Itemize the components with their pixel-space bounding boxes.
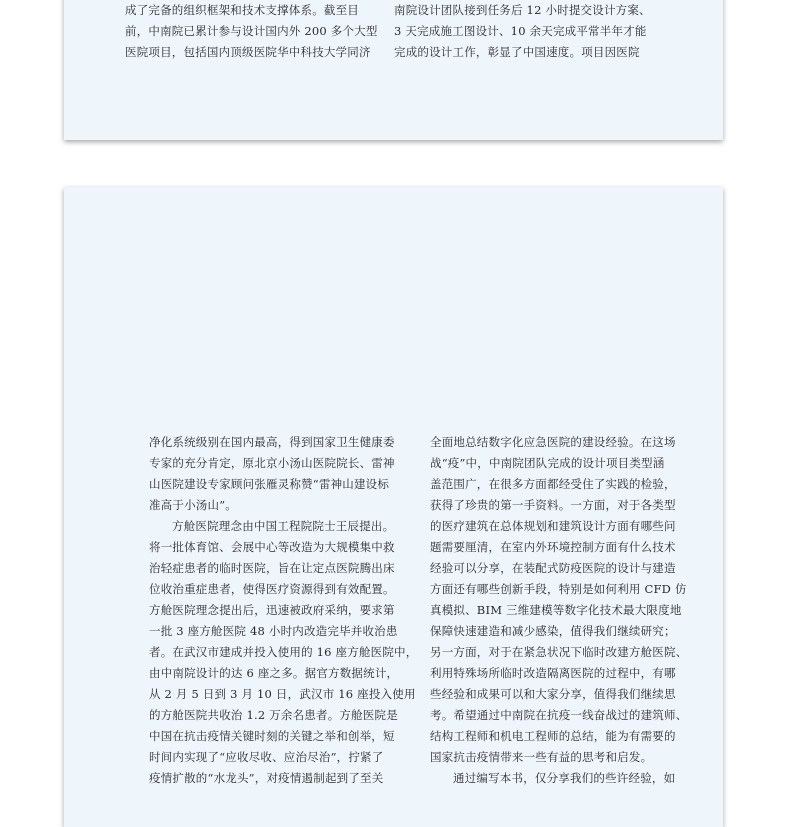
text-line: 经验可以分享，在装配式防疫医院的设计与建造: [430, 561, 676, 575]
text-line: 山医院建设专家顾问张雁灵称赞“雷神山建设标: [149, 477, 390, 491]
page-bottom-right-column: [430, 432, 688, 789]
text-line: 方舱医院理念由中国工程院院士王辰提出。: [172, 519, 395, 533]
text-line: 完成的设计工作，彰显了中国速度。项目因医院: [394, 45, 640, 59]
text-line: 者。在武汉市建成并投入使用的 16 座方舱医院中，: [149, 645, 418, 659]
text-line: 保障快速建造和减少感染，值得我们继续研究；: [430, 624, 676, 638]
text-line: 位收治重症患者，使得医疗资源得到有效配置。: [149, 582, 395, 596]
text-line: 的方舱医院共收治 1.2 万余名患者。方舱医院是: [149, 708, 398, 722]
text-line: 战“疫”中，中南院团队完成的设计项目类型涵: [430, 456, 665, 470]
text-line: 方舱医院理念提出后，迅速被政府采纳，要求第: [149, 603, 395, 617]
text-line: 成了完备的组织框架和技术支撑体系。截至目: [125, 3, 359, 17]
text-line: 另一方面，对于在紧急状况下临时改建方舱医院、: [430, 645, 688, 659]
text-line: 考。希望通过中南院在抗疫一线奋战过的建筑师、: [430, 708, 688, 722]
text-line: 由中南院设计的达 6 座之多。据官方数据统计，: [149, 666, 399, 680]
text-line: 一批 3 座方舱医院 48 小时内改造完毕并收治患: [149, 624, 398, 638]
text-line: 利用特殊场所临时改造隔离医院的过程中，有哪: [430, 666, 676, 680]
text-line: 净化系统级别在国内最高，得到国家卫生健康委: [149, 435, 395, 449]
text-line: 中国在抗击疫情关键时刻的关键之举和创举，短: [149, 729, 395, 743]
text-line: 结构工程师和机电工程师的总结，能为有需要的: [430, 729, 676, 743]
text-line: 时间内实现了“应收尽收、应治尽治”，拧紧了: [149, 750, 384, 764]
text-line: 医院项目，包括国内顶级医院华中科技大学同济: [125, 45, 371, 59]
text-line: 方面还有哪些创新手段，特别是如何利用 CFD 仿: [430, 582, 687, 596]
text-line: 治轻症患者的临时医院，旨在让定点医院腾出床: [149, 561, 395, 575]
text-line: 前，中南院已累计参与设计国内外 200 多个大型: [125, 24, 378, 38]
text-line: 将一批体育馆、会展中心等改造为大规模集中救: [149, 540, 395, 554]
text-line: 从 2 月 5 日到 3 月 10 日，武汉市 16 座投入使用: [149, 687, 416, 701]
text-line: 获得了珍贵的第一手资料。一方面，对于各类型: [430, 498, 676, 512]
text-line: 全面地总结数字化应急医院的建设经验。在这场: [430, 435, 676, 449]
text-line: 真模拟、BIM 三维建模等数字化技术最大限度地: [430, 603, 682, 617]
text-line: 专家的充分肯定，原北京小汤山医院院长、雷神: [149, 456, 395, 470]
text-line: 的医疗建筑在总体规划和建筑设计方面有哪些问: [430, 519, 676, 533]
text-line: 南院设计团队接到任务后 12 小时提交设计方案、: [394, 3, 651, 17]
text-line: 些经验和成果可以和大家分享，值得我们继续思: [430, 687, 676, 701]
text-line: 准高于小汤山”。: [149, 498, 237, 512]
page-bottom-left-column: [149, 432, 418, 789]
text-line: 通过编写本书，仅分享我们的些许经验，如: [453, 771, 676, 785]
page-top-right-column: [394, 0, 651, 63]
page-top: [64, 0, 723, 140]
text-line: 题需要厘清，在室内外环境控制方面有什么技术: [430, 540, 676, 554]
text-line: 疫情扩散的“水龙头”，对疫情遏制起到了至关: [149, 771, 384, 785]
page-bottom: [64, 187, 723, 827]
text-line: 3 天完成施工图设计、10 余天完成平常半年才能: [394, 24, 647, 38]
text-line: 盖范围广，在很多方面都经受住了实践的检验，: [430, 477, 676, 491]
text-line: 国家抗击疫情带来一些有益的思考和启发。: [430, 750, 653, 764]
page-top-left-column: [125, 0, 378, 63]
